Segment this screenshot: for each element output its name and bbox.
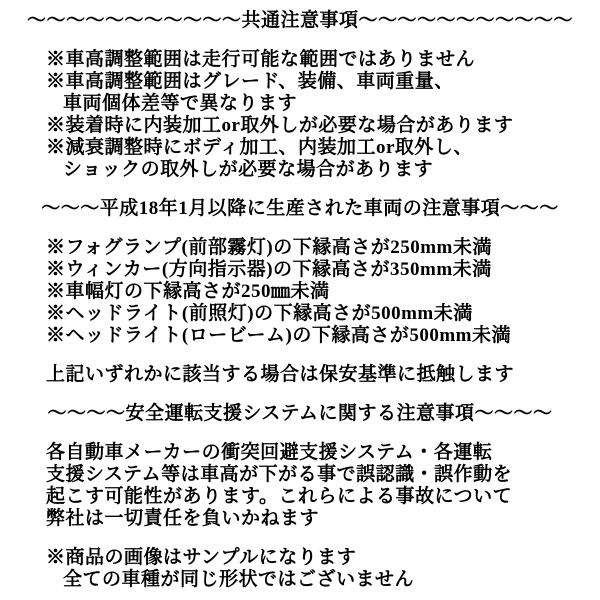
- section-heading: ～～～～～～～～～～～共通注意事項～～～～～～～～～～～: [26, 10, 573, 31]
- notice-paragraph: [0, 49, 600, 181]
- notice-line: 車両個体差等で異なります: [63, 93, 298, 114]
- notice-line: ※減衰調整時にボディ加工、内装加工or取外し、: [46, 137, 473, 158]
- notice-line: ※フォグランプ(前部霧灯)の下縁高さが250mm未満: [46, 237, 492, 258]
- notice-line: ※商品の画像はサンプルになります: [46, 547, 357, 568]
- notice-line: ※ヘッドライト(前照灯)の下縁高さが500mm未満: [46, 303, 473, 324]
- section-heading: ～～～平成18年1月以降に生産された車両の注意事項～～～: [41, 198, 559, 219]
- notice-sections: [0, 10, 600, 591]
- notice-line: ショックの取外しが必要な場合があります: [63, 159, 434, 180]
- notice-line: 各自動車メーカーの衝突回避支援システム・各運転: [46, 442, 493, 463]
- notice-line: 全ての車種が同じ形状ではございません: [63, 569, 415, 590]
- notice-line: ※ヘッドライト(ロービーム)の下縁高さが500mm未満: [46, 325, 511, 346]
- notice-paragraph: [0, 237, 600, 347]
- notice-line: ※車幅灯の下縁高さが250㎜未満: [46, 281, 330, 302]
- section-heading: ～～～～安全運転支援システムに関する注意事項～～～～: [47, 403, 553, 424]
- notice-line: ※車高調整範囲は走行可能な範囲ではありません: [46, 49, 476, 70]
- notice-paragraph: [0, 364, 600, 386]
- notice-line: 上記いずれかに該当する場合は保安基準に抵触します: [46, 364, 515, 385]
- notice-paragraph: [0, 547, 600, 591]
- notice-line: 支援システム等は車高が下がる事で誤認識・誤作動を: [46, 464, 513, 485]
- notice-line: 弊社は一切責任を負いかねます: [46, 508, 320, 529]
- notice-line: ※装着時に内装加工or取外しが必要な場合があります: [46, 115, 514, 136]
- notice-line: ※車高調整範囲はグレード、装備、車両重量、: [46, 71, 454, 92]
- notice-paragraph: [0, 442, 600, 530]
- notice-line: 起こす可能性があります。これらによる事故について: [46, 486, 513, 507]
- notice-line: ※ウィンカー(方向指示器)の下縁高さが350mm未満: [46, 259, 492, 280]
